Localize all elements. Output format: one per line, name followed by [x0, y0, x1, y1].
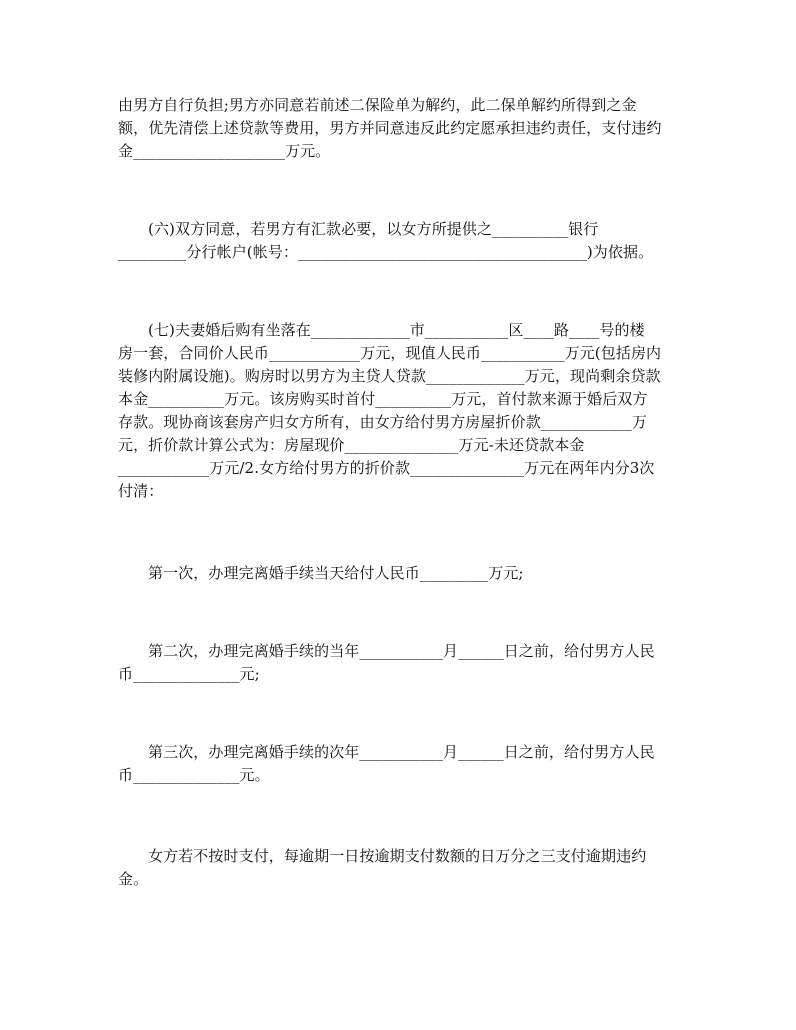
- text-line: 第三次，办理完离婚手续的次年___________月______日之前，给付男方人民: [148, 743, 655, 761]
- text-line: 元，折价款计算公式为：房屋现价_______________万元-未还贷款本金: [118, 436, 585, 454]
- text-line: 存款。现协商该套房产归女方所有，由女方给付男方房屋折价款____________万: [118, 413, 648, 431]
- text-line: 第一次，办理完离婚手续当天给付人民币_________万元;: [148, 564, 524, 582]
- text-line: 付清：: [118, 482, 164, 500]
- text-line: 装修内附属设施)。购房时以男方为主贷人贷款_____________万元，现尚剩余贷款: [118, 367, 661, 385]
- text-line: 币______________元。: [118, 766, 270, 784]
- text-line: (七)夫妻婚后购有坐落在_____________市___________区____路____号的楼: [148, 321, 645, 339]
- text-line: 房一套，合同价人民币____________万元，现值人民币___________万元(包括房内: [118, 344, 662, 362]
- text-line: 金____________________万元。: [118, 142, 331, 160]
- paragraph-insurance-liability: [118, 94, 683, 163]
- text-line: 女方若不按时支付，每逾期一日按逾期支付数额的日万分之三支付逾期违约: [148, 847, 647, 865]
- text-line: ____________万元/2.女方给付男方的折价款_______________万元在两年内分3次: [118, 459, 655, 477]
- text-line: 额，优先清偿上述贷款等费用，男方并同意违反此约定愿承担违约责任，支付违约: [118, 119, 662, 137]
- text-line: 本金__________万元。该房购买时首付__________万元，首付款来源于婚后双方: [118, 390, 648, 408]
- text-line: 金。: [118, 870, 149, 888]
- text-line: 币______________元;: [118, 665, 260, 683]
- paragraph-late-penalty: [118, 845, 683, 891]
- paragraph-clause-6-remittance: [118, 218, 683, 264]
- text-line: 由男方自行负担;男方亦同意若前述二保险单为解约，此二保单解约所得到之金: [118, 96, 637, 114]
- paragraph-clause-7-property: [118, 319, 683, 503]
- text-line: 第二次，办理完离婚手续的当年___________月______日之前，给付男方人民: [148, 642, 655, 660]
- paragraph-payment-third: [118, 741, 683, 787]
- text-line: (六)双方同意，若男方有汇款必要，以女方所提供之__________银行: [148, 220, 599, 238]
- paragraph-payment-first: [118, 562, 683, 585]
- text-line: _________分行帐户(帐号：______________________________________)为依据。: [118, 243, 654, 261]
- paragraph-payment-second: [118, 640, 683, 686]
